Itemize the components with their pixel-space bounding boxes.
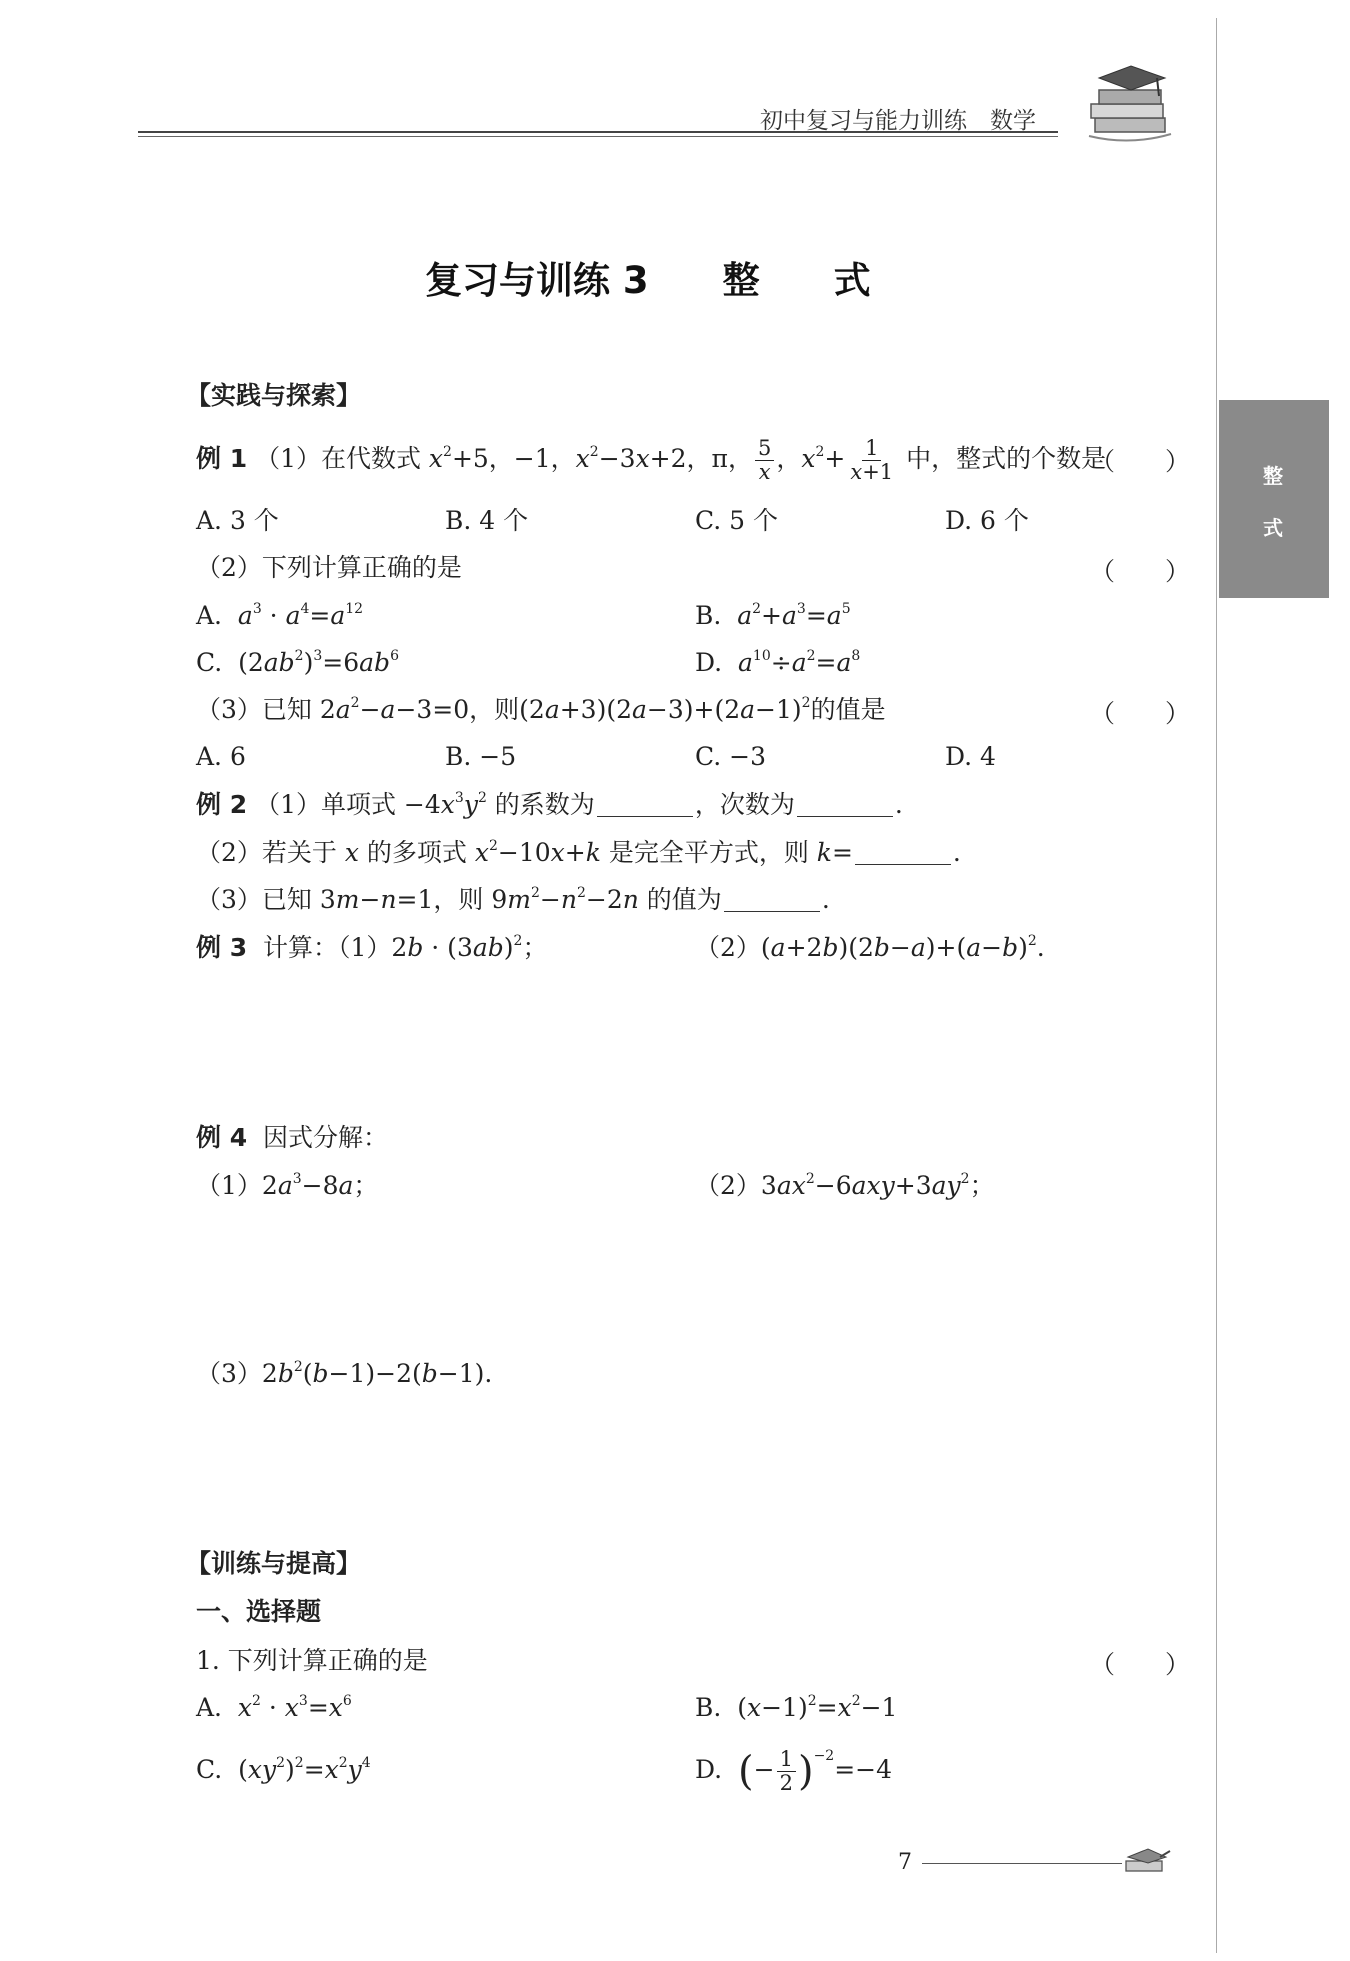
p1-question: 1. 下列计算正确的是 (196, 1646, 428, 1675)
p1-option-c-label: C. (196, 1755, 223, 1784)
ex1-q2-option-d: D. $a^{10}\div a^2=a^8$ (695, 648, 861, 677)
ex1-q1-option-a: A. 3 个 (196, 506, 279, 535)
page-number: 7 (898, 1850, 912, 1875)
side-tab-char1: 整 (1263, 464, 1283, 488)
ex2-q1-blank-2[interactable] (797, 794, 893, 817)
ex1-q1 (196, 430, 1106, 488)
header-title: 初中复习与能力训练 数学 (760, 108, 1036, 134)
ex1-q1-answer: （ ） (1090, 447, 1191, 476)
p1-option-c: C. $(xy^2)^2=x^2y^4$ (196, 1755, 371, 1784)
ex3-q1: 例 3 计算：$(1)2b \cdot (3ab)^2$； (196, 933, 548, 962)
ex4-text: 因式分解： (263, 1123, 389, 1152)
ex1-q1-prefix: （1）在代数式 (255, 444, 429, 473)
footer-rule (922, 1863, 1122, 1864)
ex1-q3-option-a: A. 6 (196, 742, 246, 771)
section-heading-practice: 【实践与探索】 (186, 381, 362, 410)
ex1-q2-option-c: C. $(2ab^2)^3=6ab^6$ (196, 648, 399, 677)
ex4-label: 例 4 (196, 1123, 248, 1152)
ex2-q3-blank[interactable] (724, 889, 820, 912)
ex1-q2-option-b: B. $a^2+a^3=a^5$ (695, 601, 851, 630)
ex3-q2: $(2)(a+2b)(2b-a)+(a-b)^2$. (695, 933, 1045, 962)
p1-option-d-label: D. (695, 1755, 723, 1784)
p1-option-d: D. (− $\frac{1}{2}$ )$^{-2}$=−4 (695, 1747, 893, 1795)
side-tab-char2: 式 (1263, 516, 1283, 540)
ex4-q1-prefix: （1） (196, 1171, 262, 1200)
ex4-q2: $(2)3ax^2-6axy+3ay^2$； (695, 1171, 995, 1200)
header-rule (138, 131, 1058, 133)
ex1-q2-answer: （ ） (1090, 557, 1191, 586)
ex1-q1-option-d: D. 6 个 (945, 506, 1029, 535)
ex1-q3-option-c: C. −3 (695, 742, 766, 771)
ex1-q1-suffix: 中，整式的个数是 (898, 444, 1107, 473)
ex2-q2: （2）若关于 x 的多项式 $x^2-10x+k$ 是完全平方式，则 k= . (196, 838, 961, 867)
section-heading-training: 【训练与提高】 (186, 1549, 362, 1578)
ex2-q2-prefix: （2）若关于 (196, 838, 345, 867)
ex2-q3: （3）已知 3m−n=1，则 $9m^2-n^2-2n$ 的值为 . (196, 885, 830, 914)
ex3-prefix: 计算：（1） (263, 933, 392, 962)
ex1-q2-option-a: A. $a^3 \cdot a^4=a^{12}$ (196, 601, 364, 630)
p1-option-a-label: A. (196, 1693, 223, 1722)
ex1-q3-prefix: （3）已知 (196, 695, 320, 724)
ex2-q1-mid: 的系数为 (486, 790, 595, 819)
ex4-q3: $(3)2b^2(b-1)-2(b-1)$. (196, 1359, 493, 1388)
ex2-q2-blank[interactable] (855, 842, 951, 865)
ex3-q2-prefix: （2） (695, 933, 761, 962)
part-heading-choice: 一、选择题 (196, 1597, 322, 1626)
page-title: 复习与训练 3 整 式 (425, 259, 871, 302)
ex2-q1: 例 2 （1）单项式 $-4x^3y^2$ 的系数为 ，次数为 . (196, 790, 903, 819)
ex1-q1-option-c: C. 5 个 (695, 506, 778, 535)
ex1-q2: （2）下列计算正确的是 (196, 553, 462, 582)
ex1-q3-option-b: B. −5 (445, 742, 517, 771)
header-rule-thin (138, 136, 1058, 137)
p1-option-b: B. $(x-1)^2=x^2-1$ (695, 1693, 898, 1722)
ex4-q1: $(1)2a^3-8a$； (196, 1171, 379, 1200)
ex1-q1-expr: $x^2+5$，−1，$x^2-3x+2$，π， $\frac{5}{x}$ ，$x^2+$ $\frac{1}{x+1}$ (428, 436, 894, 484)
side-tab (1219, 400, 1329, 598)
ex2-q1-prefix: （1）单项式 (255, 790, 404, 819)
ex4-q3-prefix: （3） (196, 1359, 262, 1388)
ex1-q3-answer: （ ） (1090, 699, 1191, 728)
right-margin-line (1216, 18, 1217, 1953)
p1-answer: （ ） (1090, 1650, 1191, 1679)
ex3-label: 例 3 (196, 933, 248, 962)
p1-option-a: A. $x^2 \cdot x^3=x^6$ (196, 1693, 352, 1722)
ex2-label: 例 2 (196, 790, 248, 819)
p1-option-b-label: B. (695, 1693, 722, 1722)
ex1-label: 例 1 (196, 444, 248, 473)
ex2-q3-prefix: （3）已知 (196, 885, 320, 914)
ex2-q1-blank-1[interactable] (597, 794, 693, 817)
ex1-q3-option-d: D. 4 (945, 742, 996, 771)
ex4-q2-prefix: （2） (695, 1171, 761, 1200)
ex1-q3: （3）已知 $2a^2-a-3=0$，则$(2a+3)(2a-3)+(2a-1)^2$的值是 (196, 695, 886, 724)
ex2-q1-mid2: ，次数为 (694, 790, 795, 819)
footer-book-icon (1120, 1845, 1172, 1879)
books-icon (1085, 62, 1175, 146)
ex4-heading (196, 1122, 388, 1154)
ex1-q1-option-b: B. 4 个 (445, 506, 529, 535)
